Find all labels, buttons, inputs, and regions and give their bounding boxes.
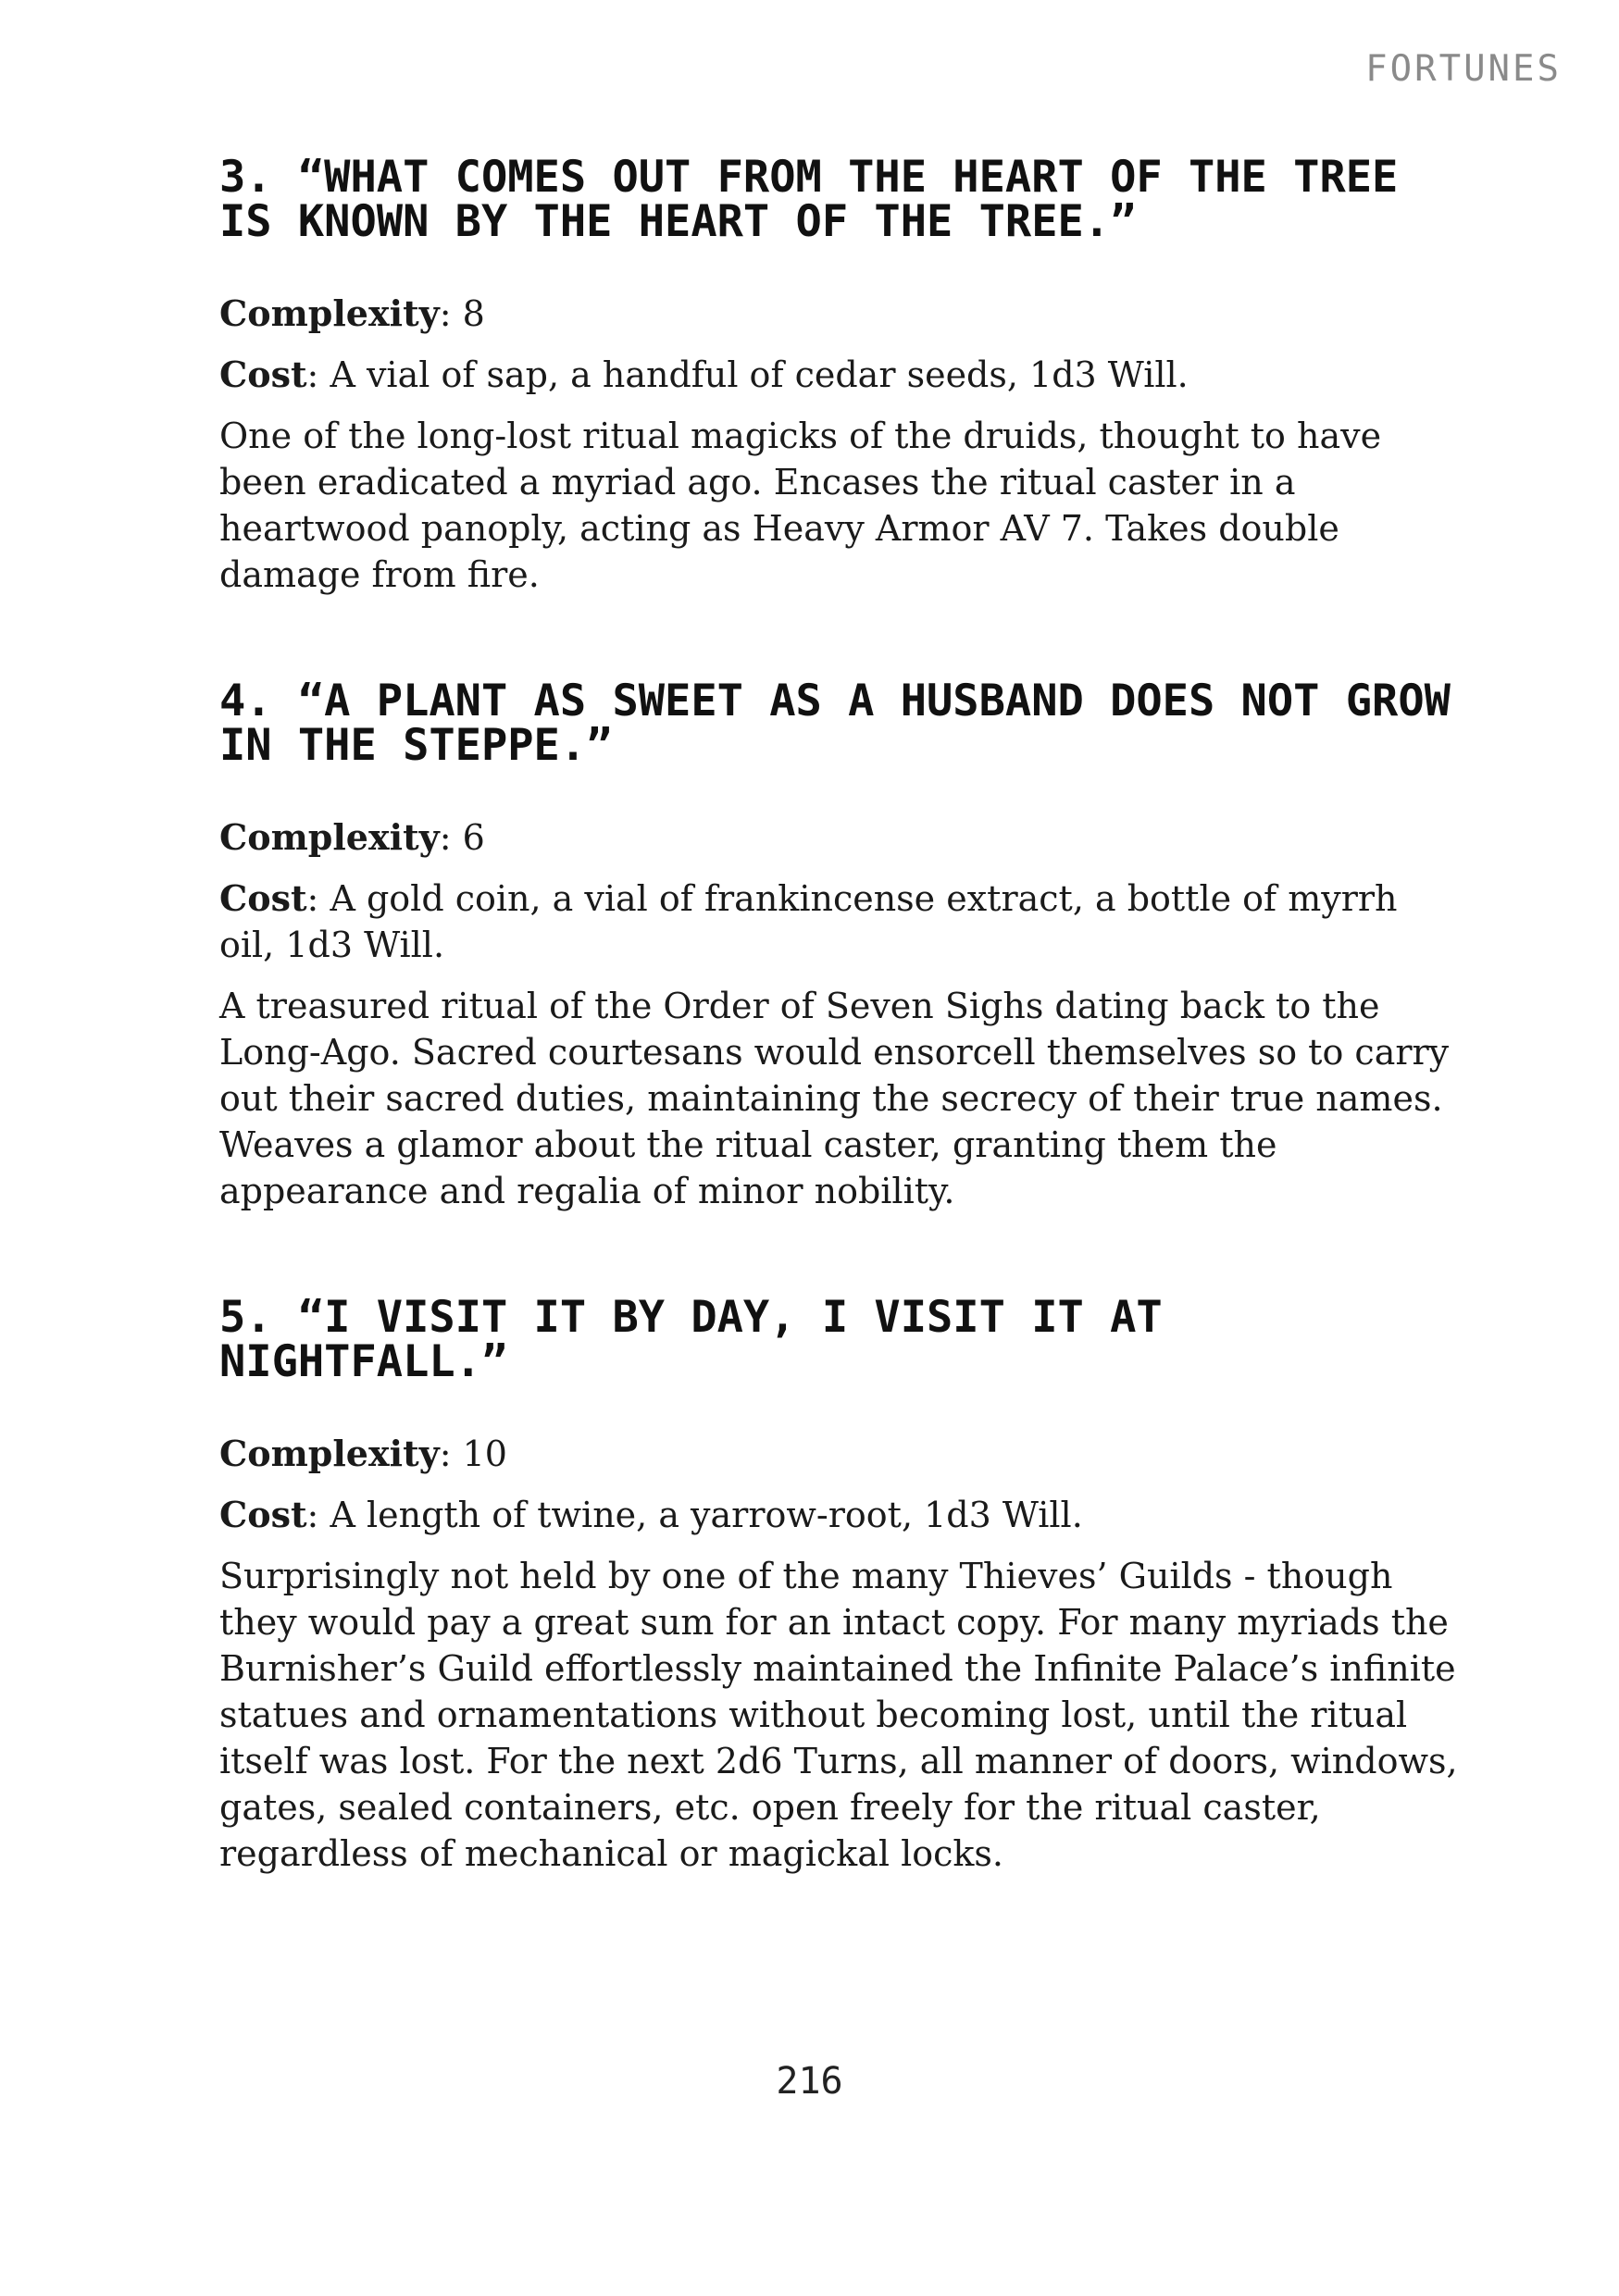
- complexity-line: Complexity: 8: [219, 292, 485, 334]
- page-content: [219, 152, 1460, 1958]
- complexity-label: Complexity: [219, 1433, 440, 1474]
- entry-title: 3. “WHAT COMES OUT FROM THE HEART OF THE TREE IS KNOWN BY THE HEART OF THE TREE.”: [219, 152, 1399, 247]
- complexity-value: 6: [462, 817, 485, 858]
- ritual-entry-4: [219, 676, 1460, 1214]
- entry-description: A treasured ritual of the Order of Seven Sighs dating back to the Long-Ago. Sacred courtesans would ensorcell themselves so to carry out their sacred duties, maintaining the secrecy of their true names. Weaves a glamor about the ritual caster, granting them the appearance and regalia of minor nobility.: [219, 986, 1450, 1211]
- entry-description: One of the long-lost ritual magicks of the druids, thought to have been eradicated a myriad ago. Encases the ritual caster in a heartwood panoply, acting as Heavy Armor AV 7. Takes double damage from fire.: [219, 416, 1382, 595]
- complexity-line: Complexity: 6: [219, 816, 485, 858]
- page-number: 216: [776, 2060, 843, 2103]
- cost-line: Cost: A vial of sap, a handful of cedar seeds, 1d3 Will.: [219, 354, 1189, 395]
- cost-label: Cost: [219, 1494, 307, 1535]
- complexity-line: Complexity: 10: [219, 1433, 507, 1474]
- ritual-entry-3: [219, 152, 1460, 598]
- cost-label: Cost: [219, 354, 307, 395]
- cost-value: A vial of sap, a handful of cedar seeds, 1d3 Will.: [330, 354, 1189, 395]
- cost-label: Cost: [219, 877, 307, 919]
- entry-title: 4. “A PLANT AS SWEET AS A HUSBAND DOES NOT GROW IN THE STEPPE.”: [219, 676, 1451, 771]
- complexity-label: Complexity: [219, 292, 440, 334]
- cost-value: A length of twine, a yarrow-root, 1d3 Will.: [330, 1495, 1083, 1535]
- complexity-value: 8: [462, 293, 485, 334]
- complexity-value: 10: [462, 1433, 507, 1474]
- cost-line: Cost: A length of twine, a yarrow-root, 1d3 Will.: [219, 1494, 1083, 1535]
- cost-value: A gold coin, a vial of frankincense extract, a bottle of myrrh oil, 1d3 Will.: [219, 878, 1398, 965]
- entry-title: 5. “I VISIT IT BY DAY, I VISIT IT AT NIGHTFALL.”: [219, 1292, 1163, 1387]
- complexity-label: Complexity: [219, 816, 440, 858]
- cost-line: Cost: A gold coin, a vial of frankincense extract, a bottle of myrrh oil, 1d3 Will.: [219, 877, 1398, 965]
- ritual-entry-5: [219, 1292, 1460, 1877]
- entry-description: Surprisingly not held by one of the many Thieves’ Guilds - though they would pay a great sum for an intact copy. For many myriads the Burnisher’s Guild effortlessly maintained the Infinite Palace’s infinite statues and ornamentations without becoming lost, until the ritual itself was lost. For the next 2d6 Turns, all manner of doors, windows, gates, sealed containers, etc. open freely for the ritual caster, regardless of mechanical or magickal locks.: [219, 1556, 1458, 1874]
- running-head: FORTUNES: [1365, 48, 1562, 90]
